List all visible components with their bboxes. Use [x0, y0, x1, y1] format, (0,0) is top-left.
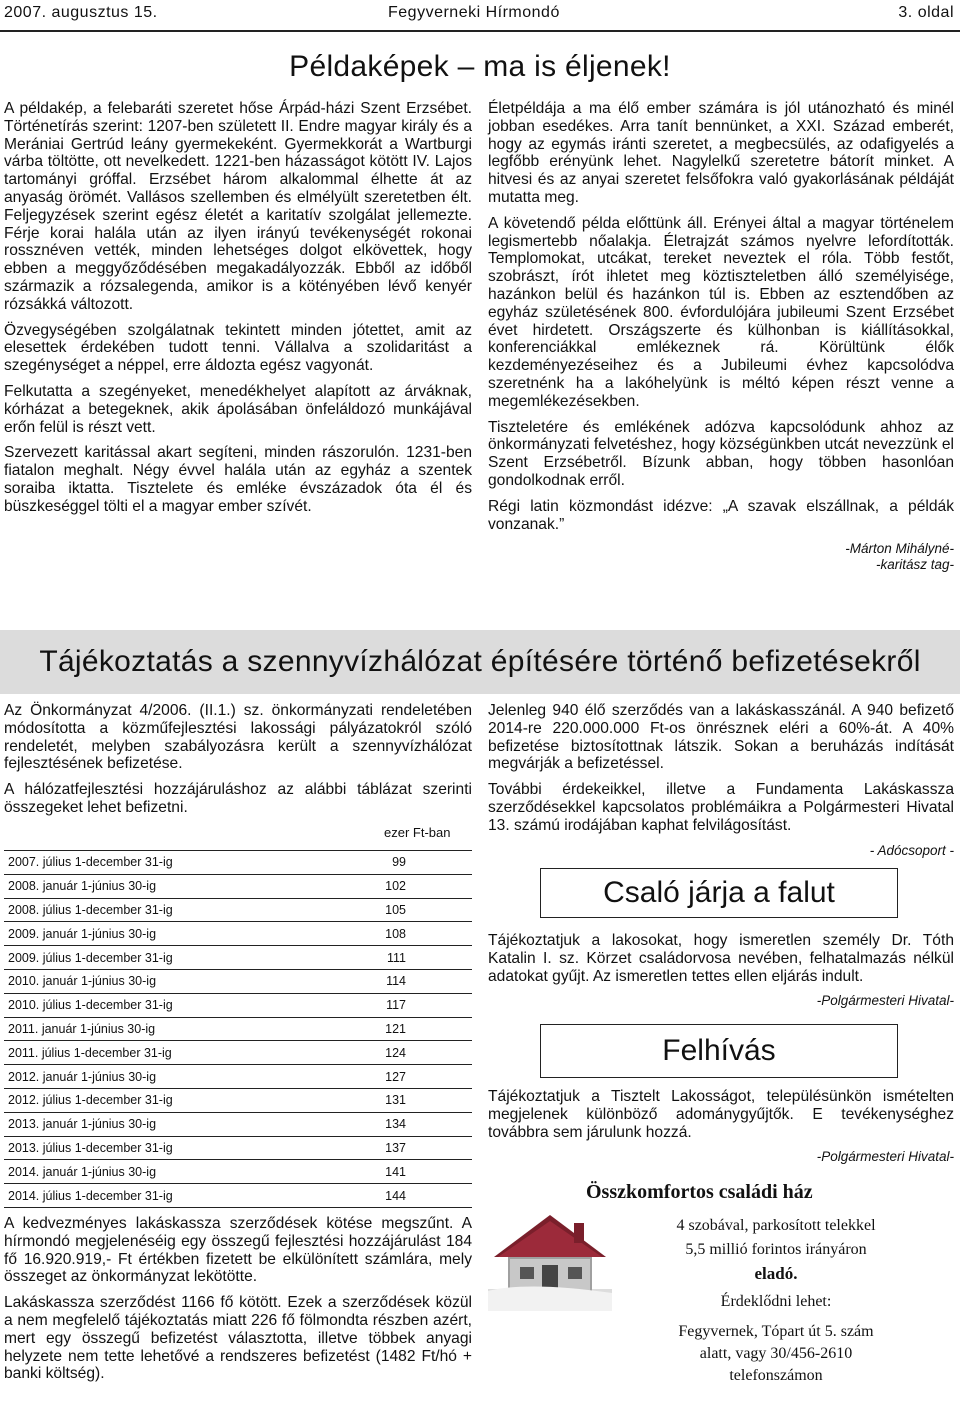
article1-left-column — [4, 100, 472, 524]
article2-right-column — [488, 702, 954, 859]
table-row — [4, 851, 472, 875]
table-cell-period: 2010. július 1-december 31-ig — [4, 993, 308, 1017]
table-row — [4, 946, 472, 970]
article1-left-paragraph: Felkutatta a szegényeket, menedékhelyet alapított az árváknak, kórházat a betegeknek, akik ápolásában önfeláldozó munkájával erőn felül is részt vett. — [4, 382, 472, 436]
article2-title-banner: Tájékoztatás a szennyvízhálózat építésére történő befizetésekről — [0, 630, 960, 694]
article1-right-paragraph: Tiszteletére és emlékének adózva kapcsolódunk ahhoz az önkormányzati felvetéshez, hogy községünkben utcát nevezzünk el Szent Erzsébetről. Bízunk abban, hogy többen hasonlóan gondolkodnak erről. — [488, 418, 954, 489]
article1-right-paragraph: A követendő példa előttünk áll. Erényei által a magyar történelem legismertebb nőalakja. Életrajzát számos nyelvre lefordították. Templomokat, utcákat, tereket neveztek el róla. Több festőt, szobrászt, írót ihletet meg köztiszteletben álló személyisége, hazánkon belül és hazánkon túl is. Ebben az esztendőben az egyház születésének 800. évfordulójára jubileumi Szent Erzsébet évet hirdetett. Országszerte és külhonban is kiállításokkal, konferenciákkal emlékeznek rá. Körültünk élők kezdeményezéseihez és a Jubileumi évhez kapcsolódva szeretnénk ha a lakóhelyünk is méltó képen részt venne a megemlékezésekben. — [488, 214, 954, 410]
ad-line: telefonszámon — [729, 1367, 823, 1384]
article2-left-after — [4, 1215, 472, 1391]
ad-line: 5,5 millió forintos irányáron — [685, 1241, 867, 1258]
article1-left-paragraph: Szervezett karitással akart segíteni, minden rászorulón. 1231-ben fiatalon meghalt. Négy évvel halála után az egyház a szentek soraiba iktatta. Tisztelete és emléke évszázadok óta él és büszkeséggel tölti el a magyar ember szívét. — [4, 444, 472, 515]
table-cell-period: 2011. július 1-december 31-ig — [4, 1041, 308, 1065]
table-cell-amount: 117 — [308, 993, 472, 1017]
table-row — [4, 1065, 472, 1089]
table-cell-amount: 102 — [308, 874, 472, 898]
table-row — [4, 1160, 472, 1184]
ad-line: 4 szobával, parkosított telekkel — [676, 1217, 876, 1234]
table-cell-period: 2008. július 1-december 31-ig — [4, 898, 308, 922]
article1-signature-role: -karitász tag- — [875, 557, 954, 573]
table-cell-period: 2007. július 1-december 31-ig — [4, 851, 308, 875]
ad-title: Összkomfortos családi ház — [586, 1181, 813, 1203]
notice1-body — [488, 932, 954, 1009]
header-page-number: 3. oldal — [898, 4, 954, 21]
table-cell-amount: 99 — [308, 851, 472, 875]
page-header — [0, 0, 960, 32]
article1-right-paragraph: Régi latin közmondást idézve: „A szavak elszállnak, a példák vonzanak.” — [488, 497, 954, 533]
table-cell-amount: 127 — [308, 1065, 472, 1089]
table-row — [4, 1112, 472, 1136]
table-row — [4, 874, 472, 898]
table-cell-amount: 144 — [308, 1184, 472, 1208]
article1-title: Példaképek – ma is éljenek! — [289, 50, 671, 83]
table-cell-amount: 121 — [308, 1017, 472, 1041]
table-cell-period: 2012. január 1-június 30-ig — [4, 1065, 308, 1089]
notice2-signature: -Polgármesteri Hivatal- — [816, 1149, 954, 1165]
table-cell-period: 2008. január 1-június 30-ig — [4, 874, 308, 898]
table-row — [4, 922, 472, 946]
table-cell-period: 2012. július 1-december 31-ig — [4, 1088, 308, 1112]
table-cell-amount: 131 — [308, 1088, 472, 1112]
article1-signature-name: -Márton Mihályné- — [845, 541, 954, 557]
article2-after-paragraph: Lakáskassza szerződést 1166 fő kötött. Ezek a szerződések közül a nem megfelelő tájékoztatás miatt 226 fő fölmondta részben azért, mert egy összegű befizetést választotta, illetve többek anyagi helyzete nem tette lehetővé a rendszeres befizetést (1482 Ft/hó + banki költség). — [4, 1294, 472, 1383]
table-cell-period: 2013. július 1-december 31-ig — [4, 1136, 308, 1160]
notice2-body — [488, 1088, 954, 1165]
ad-line: alatt, vagy 30/456-2610 — [699, 1345, 853, 1362]
table-cell-period: 2013. január 1-június 30-ig — [4, 1112, 308, 1136]
table-cell-period: 2009. január 1-június 30-ig — [4, 922, 308, 946]
article1-left-paragraph: Özvegységében szolgálatnak tekintett minden jótettet, amit az elesettek érdekében tudott tenni. Vállalva a szolidaritást a szegénységet a néppel, erre áldozta egész vagyonát. — [4, 321, 472, 375]
notice1-text: Tájékoztatjuk a lakosokat, hogy ismeretlen személy Dr. Tóth Katalin I. sz. Körzet családorvosa nevében, felhatalmazás nélkül adatokat gyűjt. Az ismeretlen tettes ellen eljárás indult. — [488, 932, 954, 985]
table-row — [4, 993, 472, 1017]
table-cell-period: 2010. január 1-június 30-ig — [4, 969, 308, 993]
house-illustration-icon — [488, 1201, 612, 1311]
table-cell-amount: 137 — [308, 1136, 472, 1160]
table-row — [4, 1184, 472, 1208]
table-row — [4, 898, 472, 922]
table-row — [4, 969, 472, 993]
table-cell-amount: 134 — [308, 1112, 472, 1136]
article2-right-paragraph: További érdekeikkel, illetve a Fundamenta Lakáskassza szerződésekkel kapcsolatos problémáikra a Polgármesteri Hivatal 13. számú irodájában kaphat felvilágosítást. — [488, 781, 954, 834]
ad-line: Érdeklődni lehet: — [720, 1293, 832, 1310]
article2-signature: - Adócsoport - — [869, 842, 954, 858]
table-cell-period: 2011. január 1-június 30-ig — [4, 1017, 308, 1041]
payment-table — [4, 850, 472, 1208]
table-cell-amount: 111 — [308, 946, 472, 970]
article2-intro-paragraph: A hálózatfejlesztési hozzájáruláshoz az alábbi táblázat szerinti összegeket lehet befizetni. — [4, 781, 472, 816]
table-cell-period: 2009. július 1-december 31-ig — [4, 946, 308, 970]
ad-line: Fegyvernek, Tópart út 5. szám — [678, 1323, 874, 1340]
house-sale-ad — [486, 1173, 952, 1401]
table-row — [4, 1017, 472, 1041]
table-cell-amount: 124 — [308, 1041, 472, 1065]
table-row — [4, 1088, 472, 1112]
article2-intro-paragraph: Az Önkormányzat 4/2006. (II.1.) sz. önkormányzati rendeletében módosította a közműfejlesztési lakossági pályázatokról szóló rendeletét, melyben szabályozásra került a szennyvízhálózat fejlesztésének befizetése. — [4, 702, 472, 773]
table-row — [4, 1136, 472, 1160]
notice2-title: Felhívás — [540, 1024, 898, 1078]
notice1-title: Csaló járja a falut — [540, 868, 898, 918]
table-row — [4, 1041, 472, 1065]
table-unit-label: ezer Ft-ban — [384, 825, 451, 840]
ad-line-sale: eladó. — [754, 1264, 798, 1283]
article2-left-intro — [4, 702, 472, 825]
notice2-text: Tájékoztatjuk a Tisztelt Lakosságot, településünkön ismételten megjelenek különböző adománygyűjtők. E tevékenységhez továbbra sem járulunk hozzá. — [488, 1088, 954, 1141]
article1-left-paragraph: A példakép, a felebaráti szeretet hőse Árpád-házi Szent Erzsébet. Történetírás szerint: 1207-ben született II. Endre magyar király és a Merániai Gertrúd leány gyermekeként. Gyermekkorát a Wartburgi várba töltötte, ott nevelkedett. 1221-ben házasságot kötött IV. Lajos tartományi gróffal. Erzsébet három alkalommal élhette át az anyaság örömét. Vallásos szellemben és elmélyült szeretetben élt. Feljegyzések szerint egész életét a karitatív szolgálat jellemezte. Férje korai halála után az ilyen irányú tevékenységét rokonai rossznéven vették, minden lehetséges dolgot elkövettek, hogy ebben a meggyőződésében megakadályozzák. Ebből az időből származik a rózsalegenda, amikor is a kötényében lévő kenyér rózsákká változott. — [4, 100, 472, 313]
header-date: 2007. augusztus 15. — [4, 4, 158, 21]
table-cell-amount: 114 — [308, 969, 472, 993]
table-cell-period: 2014. július 1-december 31-ig — [4, 1184, 308, 1208]
article1-right-column — [488, 100, 954, 573]
table-cell-period: 2014. január 1-június 30-ig — [4, 1160, 308, 1184]
article2-after-paragraph: A kedvezményes lakáskassza szerződések kötése megszűnt. A hírmondó megjelenéséig egy összegű fejlesztési hozzájárulást 184 fő 16.920.919,- Ft értékben fizetett be elkülönített számlára, mely összeget az önkormányzat lekötötte. — [4, 1215, 472, 1286]
notice1-signature: -Polgármesteri Hivatal- — [816, 993, 954, 1009]
table-cell-amount: 105 — [308, 898, 472, 922]
header-paper-name: Fegyverneki Hírmondó — [388, 4, 560, 21]
table-cell-amount: 108 — [308, 922, 472, 946]
article2-right-paragraph: Jelenleg 940 élő szerződés van a lakáskasszánál. A 940 befizető 2014-re 220.000.000 Ft-os önrésznek eléri a 60%-át. A 40% befizetése biztosítottnak látszik. Sokan a beruházás indítását megvárják a befizetéssel. — [488, 702, 954, 773]
article1-right-paragraph: Életpéldája a ma élő ember számára is jól utánozható és minél jobban esedékes. Arra tanít bennünket, a XXI. Század emberét, hogy az egymás iránti szeretet, a megbecsülés, az odafigyelés a legfőbb erényünk lehet. Nagylelkű szeretetre bátorít minket. A hitvesi és az anyai szeretet felsőfokra való gyakorlásának példáját mutatta meg. — [488, 100, 954, 206]
table-cell-amount: 141 — [308, 1160, 472, 1184]
